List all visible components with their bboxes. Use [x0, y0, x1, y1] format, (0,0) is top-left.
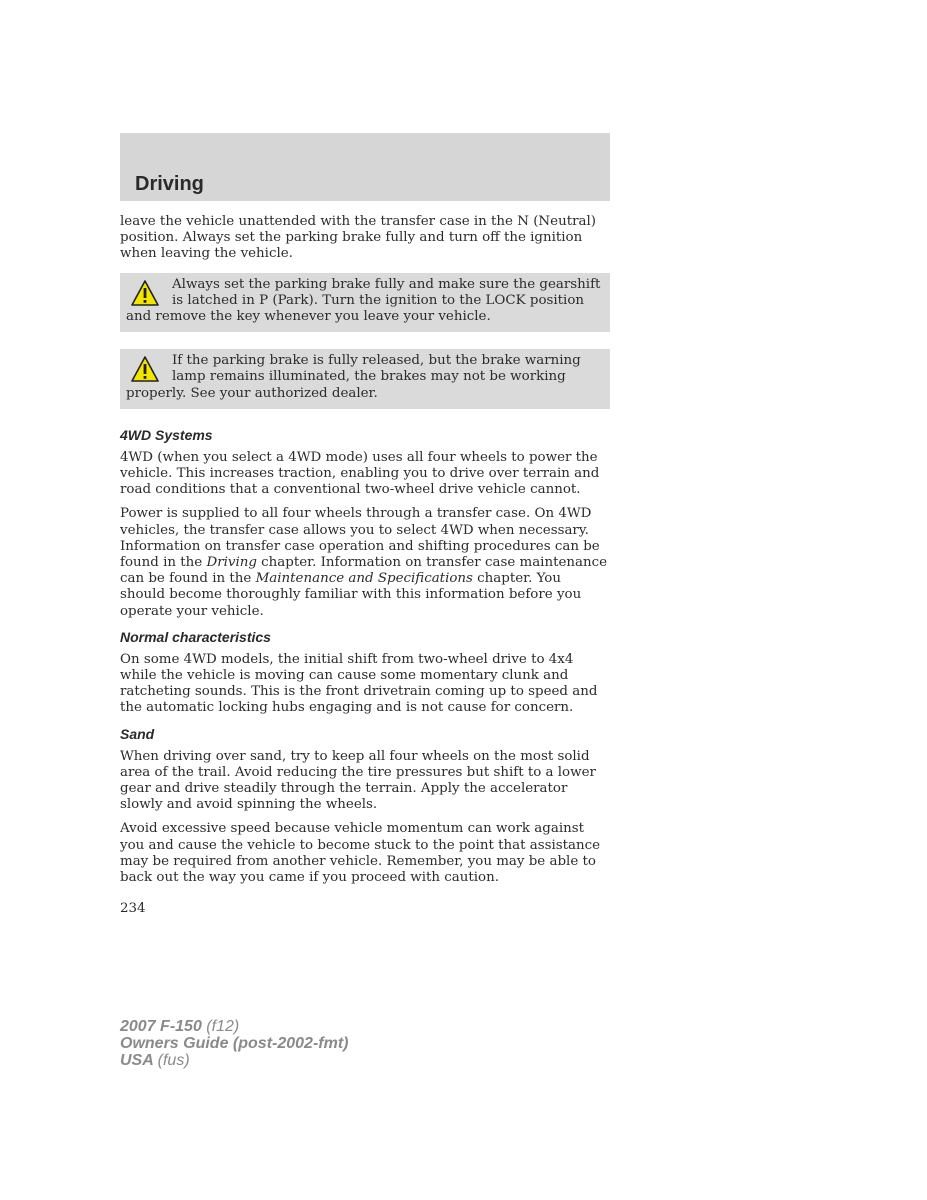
warning-box-parking — [120, 273, 610, 333]
heading-normal-characteristics: Normal characteristics — [120, 628, 271, 645]
footer-market-code: (fus) — [157, 1052, 190, 1069]
warning-box-brake-lamp — [120, 349, 610, 409]
warning-triangle-icon — [130, 279, 160, 307]
footer-line-model — [120, 1018, 348, 1035]
chapter-reference: Driving — [206, 555, 257, 571]
section-title: Driving — [135, 173, 204, 195]
text-run: Power is supplied to all four wheels through a transfer case. On 4WD vehicles, the transfer case allows you to select 4WD when necessary. Information on transfer case operation and shifting procedures can be found in the — [120, 506, 600, 571]
heading-4wd-systems: 4WD Systems — [120, 426, 213, 443]
intro-paragraph: leave the vehicle unattended with the transfer case in the N (Neutral) position. Always set the parking brake fully and turn off the ignition when leaving the vehicle. — [120, 214, 596, 262]
footer-model-code: (f12) — [206, 1018, 240, 1035]
section-header — [120, 133, 610, 201]
paragraph: Avoid excessive speed because vehicle momentum can work against you and cause the vehicle to become stuck to the point that assistance may be required from another vehicle. Remember, you may be able to back out the way you came if you proceed with caution. — [120, 821, 601, 886]
text-run: chapter. Information on transfer case maintenance can be found in the — [120, 555, 608, 587]
heading-sand: Sand — [120, 725, 155, 742]
footer-model: 2007 F-150 — [120, 1018, 202, 1035]
paragraph: On some 4WD models, the initial shift from two-wheel drive to 4x4 while the vehicle is moving can cause some momentary clunk and ratcheting sounds. This is the front drivetrain coming up to speed and the automatic locking hubs engaging and is not cause for concern. — [120, 651, 598, 716]
warning-text: If the parking brake is fully released, but the brake warning lamp remains illuminated, the brakes may not be working properly. See your authorized dealer. — [126, 353, 581, 401]
footer-market: USA — [120, 1052, 154, 1069]
page-number: 234 — [120, 901, 146, 916]
warning-triangle-icon — [130, 355, 160, 383]
document-footer — [120, 1018, 348, 1069]
text-run: chapter. You should become thoroughly familiar with this information before you operate your vehicle. — [120, 571, 582, 619]
footer-line-guide: Owners Guide (post-2002-fmt) — [120, 1035, 349, 1052]
warning-text: Always set the parking brake fully and make sure the gearshift is latched in P (Park). Turn the ignition to the LOCK position and remove the key whenever you leave your vehicle. — [126, 276, 601, 325]
footer-line-market — [120, 1052, 348, 1069]
chapter-reference: Maintenance and Specifications — [255, 571, 473, 587]
paragraph — [120, 506, 610, 619]
paragraph: When driving over sand, try to keep all four wheels on the most solid area of the trail. Avoid reducing the tire pressures but shift to a lower gear and drive steadily through the terrain. Apply the accelerator slowly and avoid spinning the wheels. — [120, 748, 596, 813]
paragraph: 4WD (when you select a 4WD mode) uses all four wheels to power the vehicle. This increases traction, enabling you to drive over terrain and road conditions that a conventional two-wheel drive vehicle cannot. — [120, 449, 600, 498]
page-content — [120, 214, 610, 894]
